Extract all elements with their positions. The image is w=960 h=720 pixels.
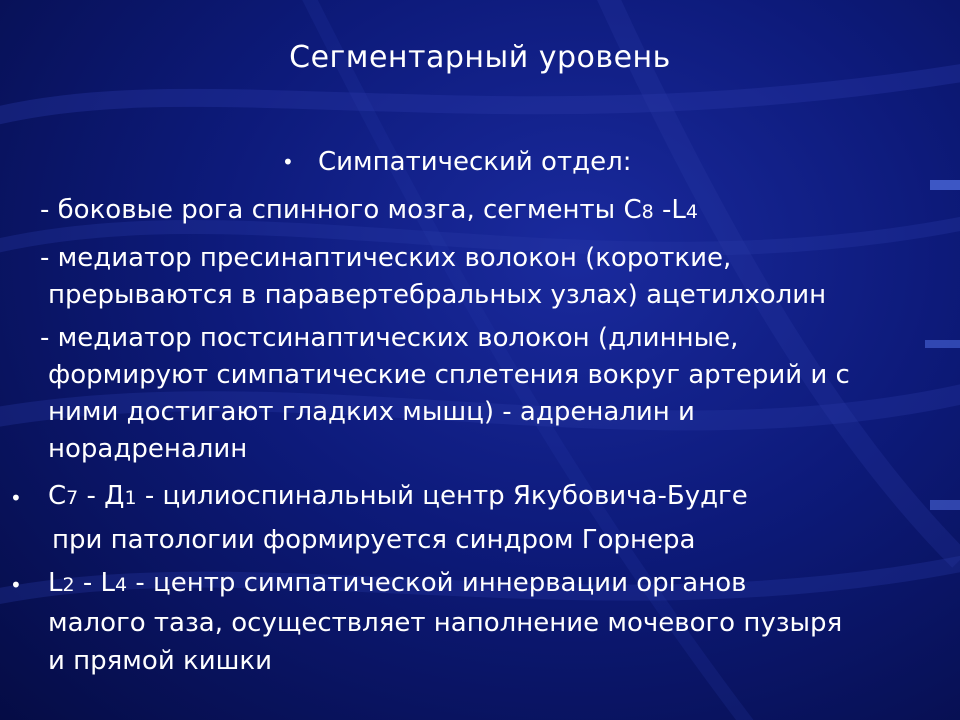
- text-line-1-sep: -L: [653, 195, 686, 225]
- text-line-10: и прямой кишки: [48, 646, 272, 676]
- bullet-l2-l4: [48, 565, 746, 604]
- text-line-6: ними достигают гладких мышц) - адреналин и: [48, 397, 695, 427]
- segment-d1: 1: [124, 487, 137, 509]
- horner-syndrome-line: при патологии формируется синдром Горнера: [52, 525, 696, 555]
- text-line-9: малого таза, осуществляет наполнение мочевого пузыря: [48, 608, 843, 638]
- bullet-icon: •: [282, 150, 294, 174]
- segment-c8: 8: [641, 201, 654, 223]
- bullet-c7-d1: [48, 478, 748, 517]
- ciliospinal-center-text: - цилиоспинальный центр Якубовича-Будге: [136, 481, 748, 511]
- text-line-1: [40, 192, 698, 231]
- segment-d-label: - Д: [78, 481, 125, 511]
- segment-l-label-2: - L: [74, 568, 115, 598]
- bullet-icon: •: [10, 486, 22, 510]
- segment-c-label: C: [48, 481, 67, 511]
- slide-title: Сегментарный уровень: [289, 40, 671, 75]
- text-line-3: прерываются в паравертебральных узлах) ацетилхолин: [48, 280, 827, 310]
- text-line-5: формируют симпатические сплетения вокруг артерий и с: [48, 360, 850, 390]
- segment-l4-b: 4: [115, 574, 128, 596]
- segment-l2: 2: [62, 574, 75, 596]
- pelvic-center-text: - центр симпатической иннервации органов: [127, 568, 747, 598]
- segment-c7: 7: [66, 487, 79, 509]
- sympathetic-heading: Симпатический отдел:: [318, 147, 632, 177]
- text-line-1-main: - боковые рога спинного мозга, сегменты C: [40, 195, 642, 225]
- text-line-7: норадреналин: [48, 434, 248, 464]
- text-line-2: - медиатор пресинаптических волокон (короткие,: [40, 243, 732, 273]
- text-line-4: - медиатор постсинаптических волокон (длинные,: [40, 323, 739, 353]
- segment-l4: 4: [685, 201, 698, 223]
- bullet-icon: •: [10, 573, 22, 597]
- segment-l-label: L: [48, 568, 63, 598]
